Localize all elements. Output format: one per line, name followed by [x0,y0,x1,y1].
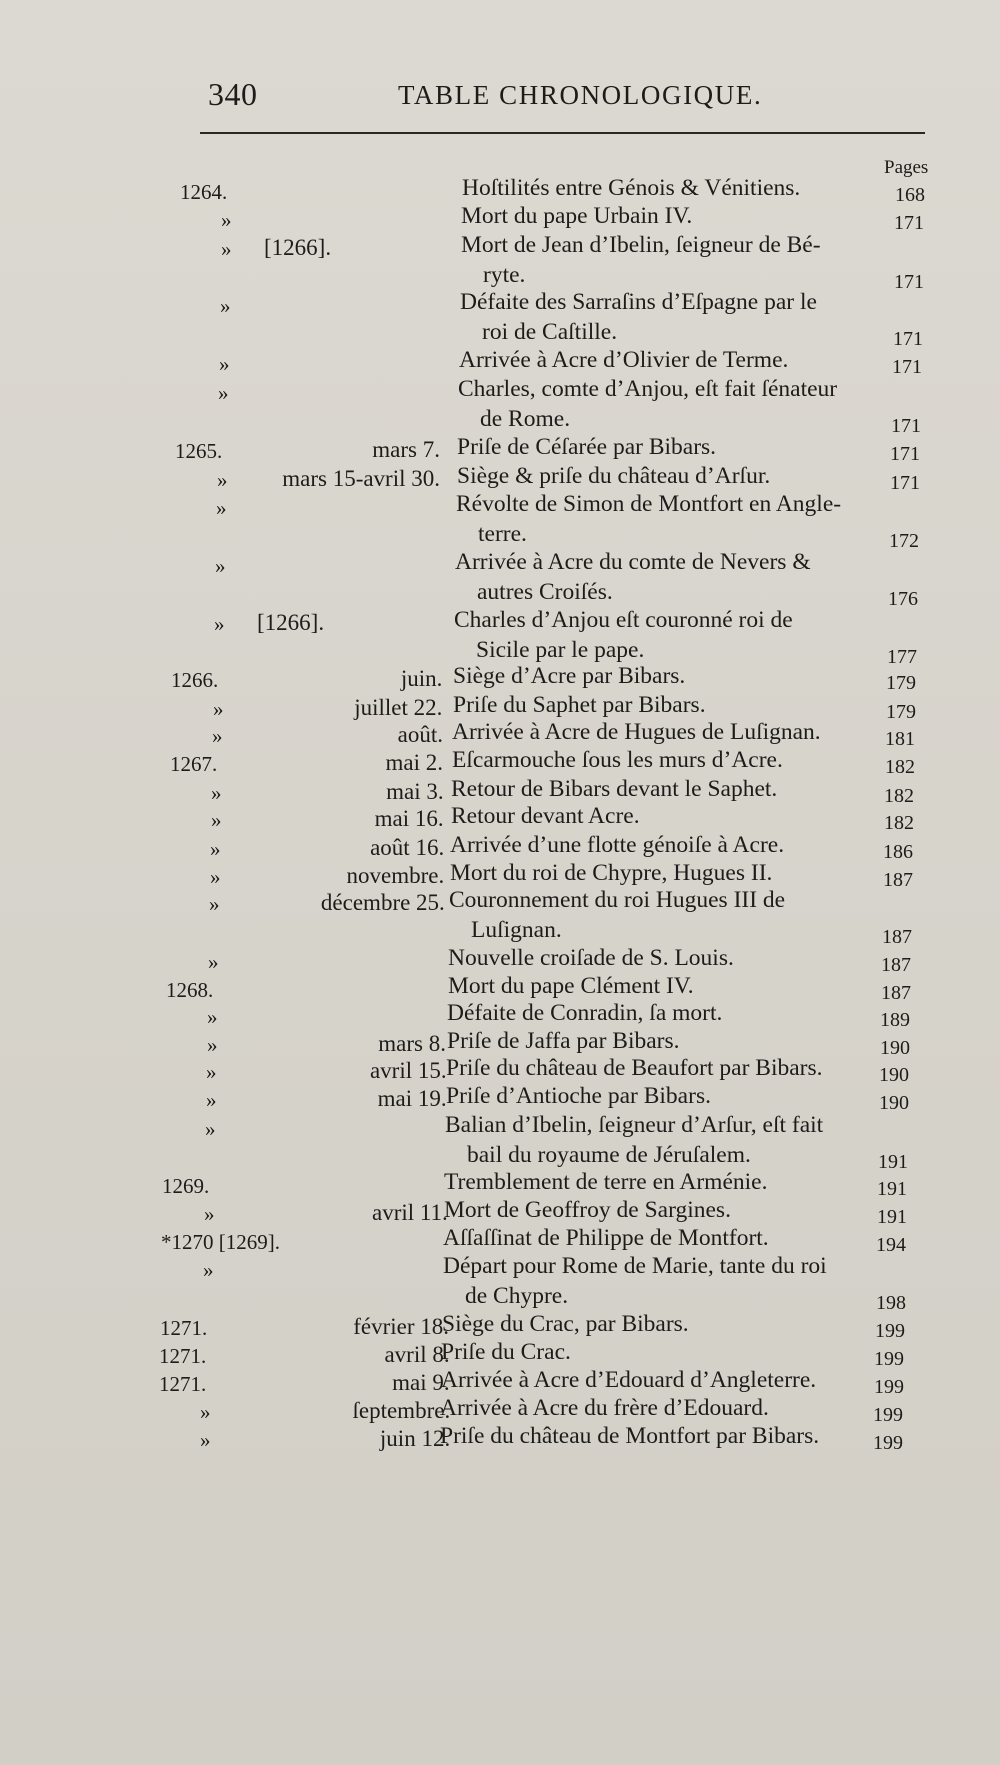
entry-date: mai 2. [385,750,443,775]
entry-date: mai 3. [386,779,444,804]
entry-page-ref: 179 [886,672,916,694]
entry-year: » [212,724,223,748]
entry-page-ref: 189 [880,1009,910,1031]
pages-column-label: Pages [884,157,929,178]
entry-event [441,1338,571,1368]
entry-page-ref: 198 [876,1292,906,1314]
entry-page-ref: 171 [891,415,921,437]
entry-date: juillet 22. [354,695,443,720]
entry-year: » [211,808,222,832]
entry-event [461,202,692,232]
entry-event-line: Siège du Crac, par Bibars. [442,1311,689,1337]
entry-event [451,775,777,805]
entry-year: » [206,1060,217,1084]
entry-page-ref: 171 [893,328,923,350]
entry-date: [1266]. [257,610,325,635]
entry-year: 1269. [162,1174,210,1198]
entry-event [442,1310,689,1340]
entry-year: » [220,294,231,318]
entry-page-ref: 182 [884,812,914,834]
running-title: TABLE CHRONOLOGIQUE. [398,80,763,110]
entry-page-ref: 176 [888,588,918,610]
entry-year: » [210,865,221,889]
entry-date: juin. [400,666,443,691]
entry-year: 1271. [159,1344,207,1368]
entry-year: » [211,781,222,805]
entry-date: mai 9. [392,1370,450,1395]
entry-event [461,231,821,290]
entry-event [450,831,784,861]
entry-event-line: Siège & priſe du château d’Arſur. [457,463,771,489]
entry-event-line: Siège d’Acre par Bibars. [453,663,686,689]
entry-event [443,1224,769,1254]
entry-event-line: Nouvelle croiſade de S. Louis. [448,945,734,971]
entry-year: » [217,468,228,492]
entry-page-ref: 172 [889,530,919,552]
entry-page-ref: 194 [876,1234,906,1256]
entry-event-continuation: roi de Caſtille. [482,318,618,345]
entry-date: mars 15-avril 30. [282,466,440,491]
entry-year: » [205,1117,216,1141]
entry-event-line: Aſſaſſinat de Philippe de Montfort. [443,1225,769,1251]
entry-event-line: Priſe du Saphet par Bibars. [453,692,706,718]
entry-year: 1271. [159,1372,207,1396]
entry-event-line: Défaite des Sarraſins d’Eſpagne par le [460,289,817,315]
entry-event-continuation: de Chypre. [465,1282,569,1309]
entry-event-line: Retour de Bibars devant le Saphet. [451,776,778,802]
entry-event [451,802,640,832]
entry-year: » [215,554,226,578]
entry-event-line: Arrivée à Acre du comte de Nevers & [455,549,811,575]
entry-event [447,999,722,1029]
entry-date: avril 11. [372,1200,448,1225]
entry-page-ref: 199 [875,1320,905,1342]
entry-event-line: Arrivée à Acre de Hugues de Luſignan. [452,719,821,745]
entry-page-ref: 190 [879,1064,909,1086]
entry-event [459,346,788,376]
entry-date: février 18. [353,1314,449,1339]
entry-event [447,1027,680,1057]
entry-page-ref: 199 [873,1404,903,1426]
entry-event [448,944,734,974]
entry-page-ref: 181 [885,728,915,750]
entry-event-line: Arrivée à Acre du frère d’Edouard. [440,1395,769,1421]
entry-event [444,1168,767,1198]
entry-event [462,174,800,204]
entry-page-ref: 187 [882,926,912,948]
entry-year: » [203,1258,214,1282]
entry-event-line: Arrivée d’une flotte génoiſe à Acre. [450,832,785,858]
entry-date: juin 12. [379,1426,451,1451]
entry-page-ref: 171 [890,443,920,465]
entry-event-continuation: bail du royaume de Jéruſalem. [467,1141,751,1168]
entry-event-line: Mort du pape Urbain IV. [461,203,693,229]
entry-event-line: Départ pour Rome de Marie, tante du roi [443,1253,827,1279]
entry-year: » [204,1202,215,1226]
entry-event-line: Tremblement de terre en Arménie. [444,1169,768,1195]
entry-event-line: Priſe de Céſarée par Bibars. [457,434,717,460]
entry-event [460,288,817,347]
entry-page-ref: 171 [892,356,922,378]
entry-date: mai 16. [374,806,444,831]
entry-page-ref: 182 [885,756,915,778]
entry-year: » [219,352,230,376]
entry-event-line: Mort de Jean d’Ibelin, ſeigneur de Bé- [461,232,821,258]
entry-event-line: Priſe d’Antioche par Bibars. [446,1083,711,1109]
entry-event-line: Charles, comte d’Anjou, eſt fait ſénateur [458,376,838,402]
entry-year: 1271. [160,1316,208,1340]
entry-event [457,433,716,463]
entry-event [455,548,811,607]
entry-event [458,375,837,434]
entry-event [441,1366,816,1396]
entry-year: » [216,496,227,520]
entry-event-line: Mort du pape Clément IV. [448,973,694,999]
entry-page-ref: 190 [879,1092,909,1114]
entry-date: mars 8. [378,1031,446,1056]
entry-date: mai 19. [377,1086,447,1111]
entry-event [444,1196,731,1226]
entry-year: » [207,1033,218,1057]
entry-event-line: Hoſtilités entre Génois & Vénitiens. [462,175,801,201]
entry-page-ref: 187 [881,954,911,976]
entry-page-ref: 179 [886,701,916,723]
entry-page-ref: 171 [894,271,924,293]
entry-event-line: Défaite de Conradin, ſa mort. [447,1000,723,1026]
entry-event-line: Mort de Geoffroy de Sargines. [444,1197,731,1223]
entry-date: avril 8. [384,1342,450,1367]
entry-page-ref: 191 [877,1178,907,1200]
entry-event [454,606,793,665]
entry-event-continuation: Sicile par le pape. [476,636,645,663]
entry-event-continuation: Luſignan. [471,916,562,943]
entry-year: » [218,381,229,405]
entry-year: 1266. [171,668,219,692]
entry-event-line: Balian d’Ibelin, ſeigneur d’Arſur, eſt fait [445,1112,824,1138]
entry-year: » [207,1005,218,1029]
entry-page-ref: 190 [880,1037,910,1059]
entry-event [453,662,685,692]
entry-event [453,691,706,721]
entry-event-line: Charles d’Anjou eſt couronné roi de [454,607,793,633]
entry-event-continuation: ryte. [483,261,526,288]
entry-page-ref: 168 [895,184,925,206]
entry-event [449,886,785,945]
entry-event [448,972,694,1002]
entry-year: » [221,237,232,261]
entry-page-ref: 199 [874,1348,904,1370]
entry-year: 1264. [180,180,228,204]
entry-date: août 16. [370,835,445,860]
entry-year: 1267. [170,752,218,776]
entry-page-ref: 187 [883,869,913,891]
entry-event-line: Arrivée à Acre d’Olivier de Terme. [459,347,789,373]
entry-event [452,746,783,776]
entry-event [450,859,772,889]
entry-event [452,718,821,748]
entry-event [456,490,841,549]
entry-event-line: Révolte de Simon de Montfort en Angle- [456,491,842,517]
entry-page-ref: 187 [881,982,911,1004]
entry-event-line: Mort du roi de Chypre, Hugues II. [450,860,773,886]
entry-event-line: Couronnement du roi Hugues III de [449,887,786,913]
entry-year: » [214,612,225,636]
entry-date: août. [397,722,443,747]
entry-date: mars 7. [372,437,440,462]
entry-year: » [209,892,220,916]
entry-page-ref: 191 [878,1151,908,1173]
entry-event-continuation: terre. [478,520,527,547]
entry-event-line: Arrivée à Acre d’Edouard d’Angleterre. [441,1367,817,1393]
entry-date: novembre. [346,863,445,888]
entry-event-line: Priſe du Crac. [441,1339,571,1365]
entry-event-line: Priſe du château de Beaufort par Bibars. [446,1055,823,1081]
entry-event-line: Priſe du château de Montfort par Bibars. [440,1423,820,1449]
entry-date: [1266]. [264,235,332,260]
entry-page-ref: 171 [894,212,924,234]
entry-event [446,1054,823,1084]
entry-year: » [213,697,224,721]
entry-date: décembre 25. [320,890,445,915]
entry-year: » [208,950,219,974]
entry-page-ref: 171 [890,472,920,494]
entry-year: 1265. [175,439,223,463]
entry-year: » [200,1428,211,1452]
entry-year: *1270 [1269]. [161,1230,280,1254]
entry-year: » [200,1400,211,1424]
entry-event-continuation: autres Croiſés. [477,578,613,605]
entry-event [457,462,770,492]
entry-year: » [206,1088,217,1112]
entry-date: ſeptembre. [352,1398,451,1423]
entry-event [446,1082,711,1112]
entry-year: » [210,837,221,861]
entry-event [440,1394,769,1424]
entry-date: avril 15. [369,1058,447,1083]
entry-page-ref: 177 [887,646,917,668]
entry-page-ref: 186 [883,841,913,863]
entry-event-line: Retour devant Acre. [451,803,640,829]
entry-year: » [221,208,232,232]
entry-event [445,1111,823,1170]
entry-year: 1268. [166,978,214,1002]
entry-event-continuation: de Rome. [480,405,571,432]
entry-event [443,1252,827,1311]
entry-page-ref: 199 [873,1432,903,1454]
entry-page-ref: 199 [874,1376,904,1398]
entry-page-ref: 182 [884,785,914,807]
entry-event [440,1422,819,1452]
entry-page-ref: 191 [877,1206,907,1228]
page-number: 340 [208,76,258,112]
entry-event-line: Priſe de Jaffa par Bibars. [447,1028,680,1054]
entry-event-line: Eſcarmouche ſous les murs d’Acre. [452,747,783,773]
